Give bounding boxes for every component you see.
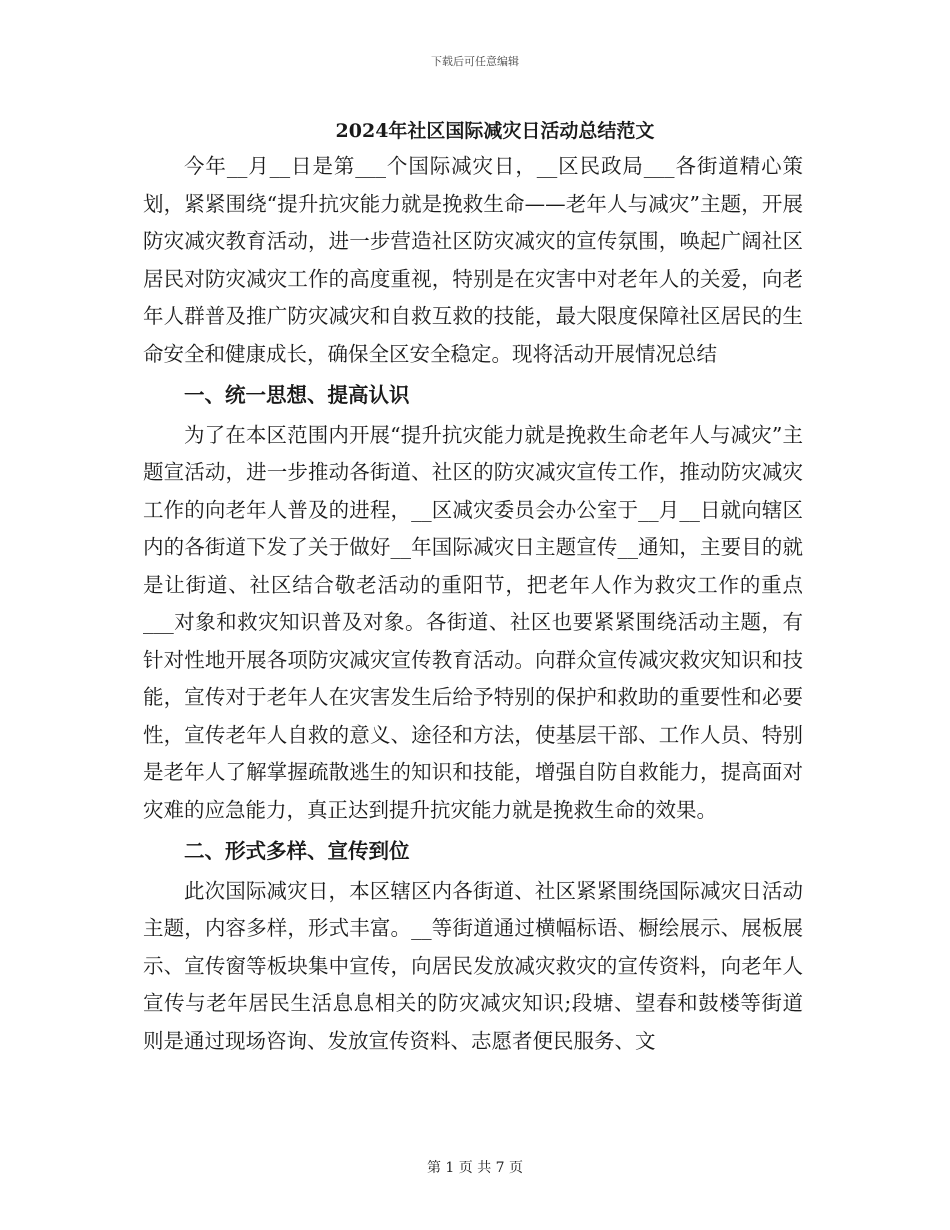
section-heading-1: 一、统一思想、提高认识: [184, 383, 410, 407]
section-paragraph-2: 此次国际减灾日，本区辖区内各街道、社区紧紧围绕国际减灾日活动主题，内容多样，形式丰富。__等街道通过横幅标语、橱绘展示、展板展示、宣传窗等板块集中宣传，向居民发放减灾救灾的宣传资料，向老年人宣传与老年居民生活息息相关的防灾减灾知识;段塘、望春和鼓楼等街道则是通过现场咨询、发放宣传资料、志愿者便民服务、文: [143, 878, 803, 1053]
section-paragraph-1: 为了在本区范围内开展“提升抗灾能力就是挽救生命老年人与减灾”主题宣活动，进一步推动各街道、社区的防灾减灾宣传工作，推动防灾减灾工作的向老年人普及的进程，__区减灾委员会办公室于__月__日就向辖区内的各街道下发了关于做好__年国际减灾日主题宣传__通知，主要目的就是让街道、社区结合敬老活动的重阳节，把老年人作为救灾工作的重点___对象和救灾知识普及对象。各街道、社区也要紧紧围绕活动主题，有针对性地开展各项防灾减灾宣传教育活动。向群众宣传减灾救灾知识和技能，宣传对于老年人在灾害发生后给予特别的保护和救助的重要性和必要性，宣传老年人自救的意义、途径和方法，使基层干部、工作人员、特别是老年人了解掌握疏散逃生的知识和技能，增强自防自救能力，提高面对灾难的应急能力，真正达到提升抗灾能力就是挽救生命的效果。: [143, 422, 803, 822]
section-heading-2: 二、形式多样、宣传到位: [184, 839, 410, 863]
intro-paragraph: 今年__月__日是第___个国际减灾日，__区民政局___各街道精心策划，紧紧围绕“提升抗灾能力就是挽救生命——老年人与减灾”主题，开展防灾减灾教育活动，进一步营造社区防灾减灾的宣传氛围，唤起广阔社区居民对防灾减灾工作的高度重视，特别是在灾害中对老年人的关爱，向老年人群普及推广防灾减灾和自救互救的技能，最大限度保障社区居民的生命安全和健康成长，确保全区安全稳定。现将活动开展情况总结: [143, 154, 803, 366]
download-note: 下载后可任意编辑: [431, 55, 519, 68]
document-body: [143, 148, 803, 1060]
page-number: 第 1 页 共 7 页: [426, 1160, 524, 1176]
document-title: 2024年社区国际减灾日活动总结范文: [335, 120, 655, 142]
